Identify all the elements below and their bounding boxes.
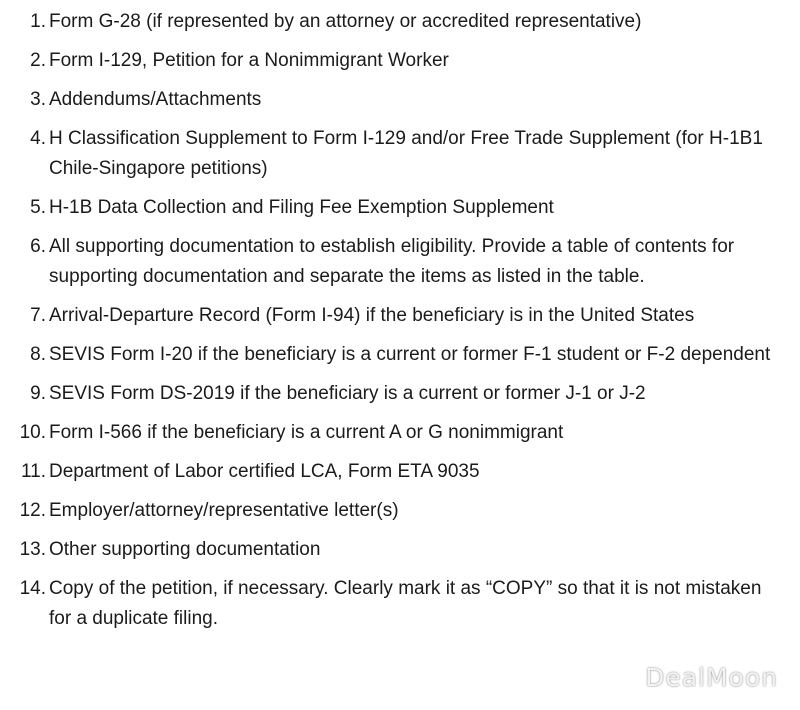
list-item — [0, 124, 800, 184]
list-item-number: 8. — [30, 344, 46, 365]
list-item-number: 6. — [30, 236, 46, 257]
list-item — [0, 301, 800, 331]
list-item-number: 7. — [30, 305, 46, 326]
list-item-number: 9. — [30, 383, 46, 404]
list-item — [0, 340, 800, 370]
list-item-number: 4. — [30, 128, 46, 149]
list-item-number: 5. — [30, 197, 46, 218]
list-item-number: 10. — [19, 422, 46, 443]
list-item-text: H-1B Data Collection and Filing Fee Exemption Supplement — [49, 197, 554, 218]
list-item-text: Form I-129, Petition for a Nonimmigrant Worker — [49, 50, 449, 71]
watermark — [609, 662, 778, 692]
list-item-text: Copy of the petition, if necessary. Clearly mark it as “COPY” so that it is not mistaken for a duplicate filing. — [49, 578, 762, 629]
list-item-number: 11. — [20, 461, 46, 482]
list-item — [0, 379, 800, 409]
list-item-text: Form G-28 (if represented by an attorney or accredited representative) — [49, 11, 642, 32]
dealmoon-logo-icon — [609, 662, 639, 692]
list-item — [0, 457, 800, 487]
list-item — [0, 193, 800, 223]
list-item — [0, 232, 800, 292]
list-item — [0, 574, 800, 634]
list-item-number: 3. — [30, 89, 46, 110]
list-item — [0, 46, 800, 76]
list-item — [0, 418, 800, 448]
list-item-text: Department of Labor certified LCA, Form ETA 9035 — [49, 461, 480, 482]
list-item-number: 14. — [19, 578, 46, 599]
list-item-text: SEVIS Form I-20 if the beneficiary is a current or former F-1 student or F-2 dependent — [49, 344, 771, 365]
list-item — [0, 496, 800, 526]
list-item-text: Addendums/Attachments — [49, 89, 262, 110]
filing-checklist — [0, 7, 800, 643]
list-item-number: 2. — [30, 50, 46, 71]
watermark-text: DealMoon — [645, 662, 778, 692]
list-item — [0, 85, 800, 115]
list-item — [0, 7, 800, 37]
list-item-number: 12. — [19, 500, 46, 521]
list-item-number: 13. — [19, 539, 46, 560]
list-item-text: Other supporting documentation — [49, 539, 321, 560]
list-item-number: 1. — [30, 11, 46, 32]
list-item-text: Arrival-Departure Record (Form I-94) if the beneficiary is in the United States — [49, 305, 695, 326]
list-item — [0, 535, 800, 565]
list-item-text: SEVIS Form DS-2019 if the beneficiary is a current or former J-1 or J-2 — [49, 383, 646, 404]
list-item-text: All supporting documentation to establish eligibility. Provide a table of contents for supporting documentation and separate the items as listed in the table. — [49, 236, 735, 287]
list-item-text: Form I-566 if the beneficiary is a current A or G nonimmigrant — [49, 422, 564, 443]
list-item-text: H Classification Supplement to Form I-129 and/or Free Trade Supplement (for H-1B1 Chile-Singapore petitions) — [49, 128, 763, 179]
list-item-text: Employer/attorney/representative letter(s) — [49, 500, 399, 521]
